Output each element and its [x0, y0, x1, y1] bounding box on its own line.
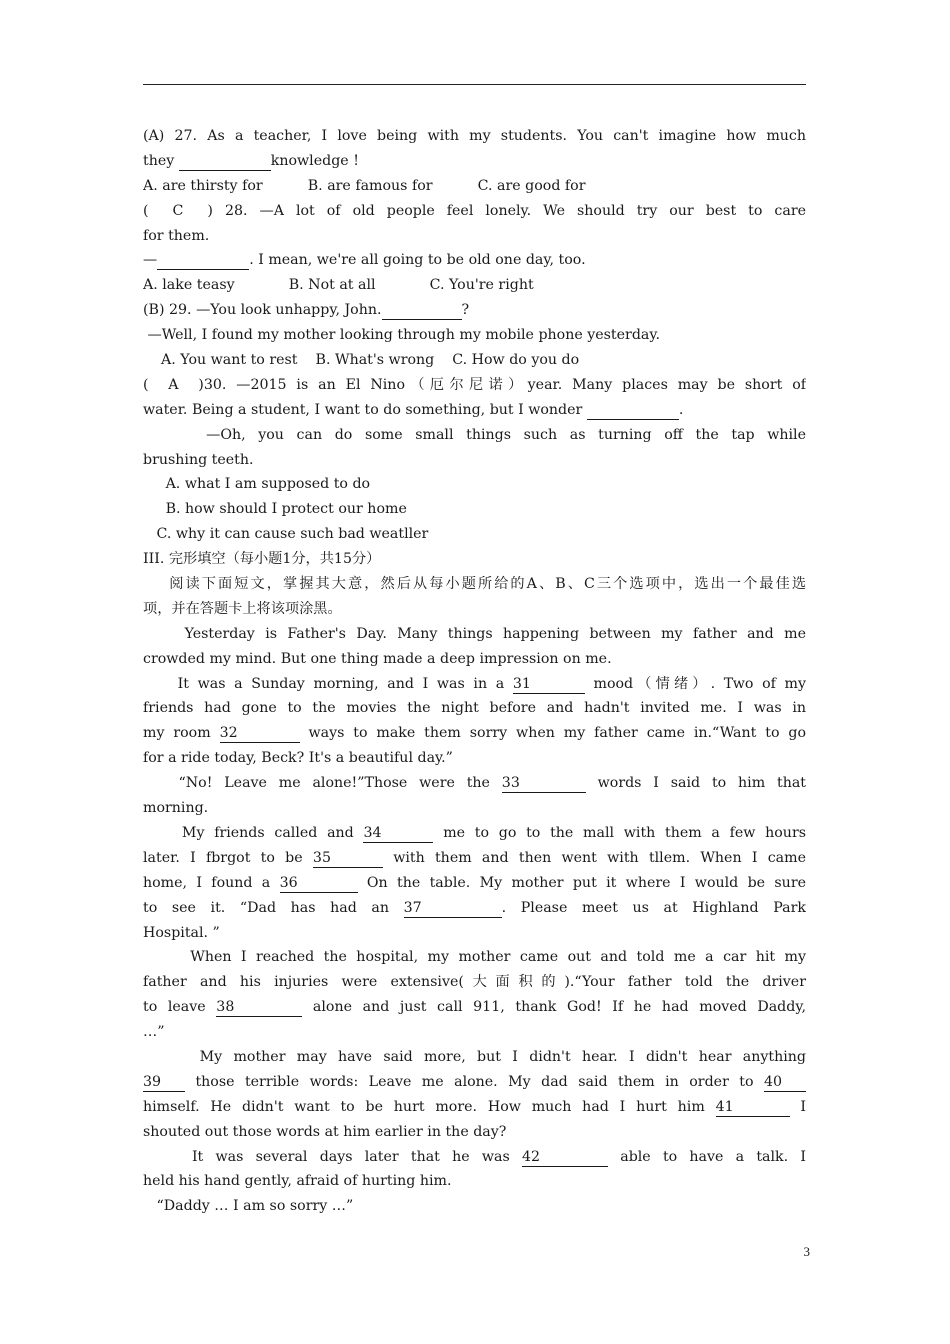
text-line: [143, 149, 806, 174]
text-line: [143, 1045, 806, 1070]
line-text: Yesterday is Father's Day. Many things happening between my father and me: [143, 625, 806, 642]
line-text: A. You want to rest B. What's wrong C. How do you do: [143, 352, 580, 369]
text-line: [143, 398, 806, 423]
line-text: home, I found a: [143, 874, 280, 891]
line-text: III. 完形填空（每小题1分，共15分）: [143, 551, 381, 568]
line-text: 项，并在答题卡上将该项涂黑。: [143, 600, 342, 617]
text-line: [143, 1095, 806, 1120]
line-text: shouted out those words at him earlier in the day?: [143, 1123, 507, 1140]
text-line: [143, 199, 806, 224]
line-text: —Well, I found my mother looking through my mobile phone yesterday.: [143, 327, 660, 344]
exam-text: [143, 124, 806, 1219]
answer-blank[interactable]: [587, 401, 679, 420]
text-line: [143, 721, 806, 746]
answer-blank[interactable]: 38: [216, 998, 302, 1017]
text-line: [143, 174, 806, 199]
answer-blank[interactable]: 37: [404, 899, 502, 918]
answer-blank[interactable]: 31: [513, 675, 585, 694]
line-text: I: [789, 1098, 806, 1115]
line-text: with them and then went with tllem. When I came: [382, 849, 806, 866]
line-text: crowded my mind. But one thing made a deep impression on me.: [143, 650, 612, 667]
answer-blank[interactable]: 33: [502, 774, 586, 793]
text-line: [143, 896, 806, 921]
line-text: ( C ) 28. —A lot of old people feel lonely. We should try our best to care: [143, 202, 806, 219]
text-line: [143, 995, 806, 1020]
text-line: [143, 1020, 806, 1045]
text-line: [143, 597, 806, 622]
line-text: A. lake teasy B. Not at all C. You're right: [143, 277, 534, 294]
text-line: [143, 771, 806, 796]
text-line: [143, 497, 806, 522]
line-text: father and his injuries were extensive(大面积的).“Your father told the driver: [143, 974, 806, 991]
line-text: for them.: [143, 227, 210, 244]
text-line: [143, 348, 806, 373]
line-text: water. Being a student, I want to do something, but I wonder: [143, 401, 587, 418]
text-line: [143, 547, 806, 572]
text-line: [143, 921, 806, 946]
line-text: words I said to him that: [585, 775, 806, 792]
line-text: (A) 27. As a teacher, I love being with my students. You can't imagine how much: [143, 128, 806, 144]
line-text: mood（情绪）. Two of my: [584, 675, 806, 692]
line-text: . Please meet us at Highland Park: [501, 899, 806, 916]
text-line: [143, 323, 806, 348]
text-line: [143, 846, 806, 871]
line-text: (B) 29. —You look unhappy, John.: [143, 302, 382, 319]
answer-blank[interactable]: 32: [220, 724, 300, 743]
line-text: …”: [143, 1024, 165, 1041]
line-text: those terrible words: Leave me alone. My dad said them in order to: [185, 1073, 764, 1090]
text-line: [143, 448, 806, 473]
text-line: [143, 821, 806, 846]
line-text: It was several days later that he was: [143, 1148, 522, 1165]
line-text: morning.: [143, 800, 209, 817]
line-text: “Daddy … I am so sorry …”: [143, 1198, 354, 1215]
page-number: 3: [803, 1244, 810, 1259]
line-text: A. what I am supposed to do: [143, 476, 371, 493]
text-line: [143, 298, 806, 323]
answer-blank[interactable]: [157, 251, 249, 270]
text-line: [143, 871, 806, 896]
text-line: [143, 1169, 806, 1194]
text-line: [143, 796, 806, 821]
line-text: When I reached the hospital, my mother came out and told me a car hit my: [143, 949, 806, 966]
line-text: 阅读下面短文，掌握其大意，然后从每小题所给的A、B、C三个选项中，选出一个最佳选: [143, 576, 806, 593]
text-line: [143, 696, 806, 721]
answer-blank[interactable]: 42: [522, 1148, 608, 1167]
line-text: A. are thirsty for B. are famous for C. are good for: [143, 177, 586, 194]
line-text: On the table. My mother put it where I would be sure: [357, 874, 806, 891]
line-text: ?: [461, 302, 470, 319]
line-text: C. why it can cause such bad weatller: [143, 526, 429, 543]
text-line: [143, 945, 806, 970]
text-line: [143, 1145, 806, 1170]
text-line: [143, 622, 806, 647]
text-line: [143, 1120, 806, 1145]
line-text: Hospital. ”: [143, 924, 220, 941]
header-rule: [143, 84, 806, 85]
line-text: to see it. “Dad has had an: [143, 899, 404, 916]
text-line: [143, 124, 806, 149]
line-text: My friends called and: [143, 824, 364, 841]
answer-blank[interactable]: 36: [280, 874, 358, 893]
answer-blank[interactable]: [382, 301, 462, 320]
line-text: brushing teeth.: [143, 451, 254, 468]
text-line: [143, 1194, 806, 1219]
text-line: [143, 248, 806, 273]
answer-blank[interactable]: 40: [764, 1073, 806, 1092]
text-line: [143, 273, 806, 298]
text-line: [143, 1070, 806, 1095]
answer-blank[interactable]: 39: [143, 1073, 185, 1092]
text-line: [143, 970, 806, 995]
text-line: [143, 672, 806, 697]
answer-blank[interactable]: 41: [716, 1098, 790, 1117]
text-line: [143, 373, 806, 398]
line-text: —Oh, you can do some small things such as turning off the tap while: [143, 426, 806, 443]
line-text: My mother may have said more, but I didn't hear. I didn't hear anything: [143, 1048, 806, 1065]
line-text: able to have a talk. I: [608, 1148, 806, 1165]
line-text: ( A )30. —2015 is an El Nino（厄尔尼诺）year. Many places may be short of: [143, 376, 806, 393]
line-text: to leave: [143, 999, 217, 1016]
line-text: .: [678, 401, 684, 418]
line-text: “No! Leave me alone!”Those were the: [143, 775, 502, 792]
line-text: later. I fbrgot to be: [143, 849, 313, 866]
answer-blank[interactable]: 35: [313, 849, 383, 868]
text-line: [143, 647, 806, 672]
line-text: my room: [143, 725, 220, 742]
line-text: they: [143, 152, 179, 169]
line-text: . I mean, we're all going to be old one day, too.: [249, 252, 586, 269]
line-text: for a ride today, Beck? It's a beautiful day.”: [143, 750, 453, 767]
line-text: knowledge !: [270, 152, 359, 169]
text-line: [143, 472, 806, 497]
text-line: [143, 522, 806, 547]
line-text: me to go to the mall with them a few hours: [433, 824, 806, 841]
line-text: friends had gone to the movies the night before and hadn't invited me. I was in: [143, 700, 806, 717]
line-text: —: [143, 252, 158, 269]
answer-blank[interactable]: [179, 152, 271, 171]
line-text: It was a Sunday morning, and I was in a: [143, 675, 513, 692]
answer-blank[interactable]: 34: [363, 824, 433, 843]
text-line: [143, 224, 806, 249]
line-text: held his hand gently, afraid of hurting him.: [143, 1173, 452, 1190]
text-line: [143, 746, 806, 771]
line-text: B. how should I protect our home: [143, 501, 407, 518]
line-text: himself. He didn't want to be hurt more. How much had I hurt him: [143, 1098, 716, 1115]
line-text: ways to make them sorry when my father came in.“Want to go: [299, 725, 806, 742]
line-text: alone and just call 911, thank God! If he had moved Daddy,: [302, 999, 806, 1016]
text-line: [143, 423, 806, 448]
text-line: [143, 572, 806, 597]
